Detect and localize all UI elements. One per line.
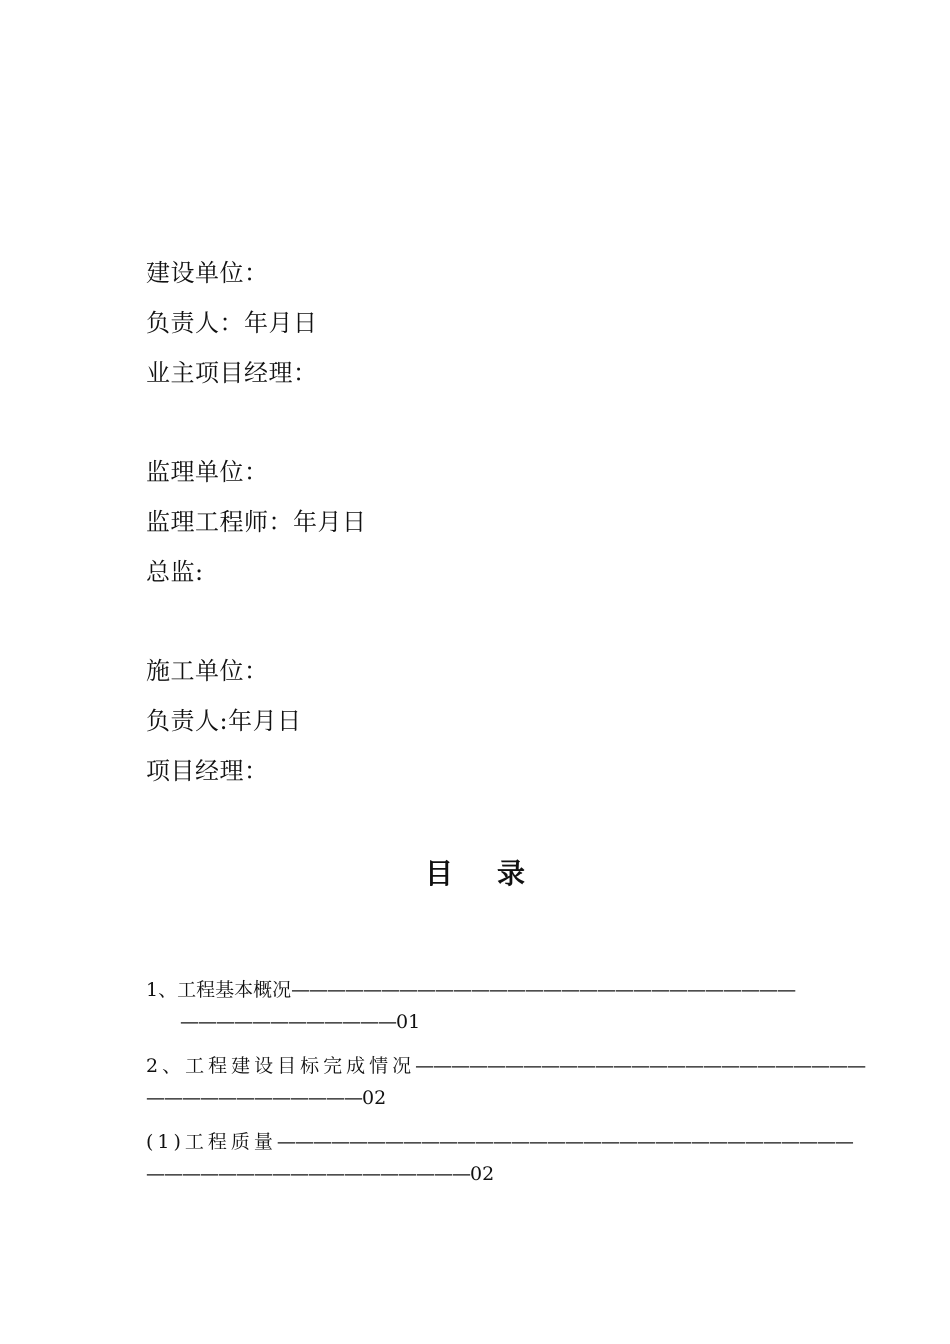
- toc-entry-line-1: [146, 1126, 853, 1158]
- toc-leader-dashes: ————————————: [146, 1087, 362, 1109]
- chief-supervisor-label: 总监:: [146, 558, 204, 586]
- toc-entry-line-1: [146, 1050, 866, 1082]
- construction-unit-label: 施工单位：: [146, 657, 269, 685]
- toc-leader-dashes: ————————————: [180, 1011, 396, 1033]
- toc-title: [0, 856, 950, 892]
- owner-project-manager-label: 业主项目经理：: [146, 359, 318, 387]
- toc-entry-2[interactable]: [146, 1050, 866, 1114]
- toc-leader-dashes: ————————————————————————————————: [276, 1131, 853, 1153]
- toc-entry-line-1: [146, 974, 808, 1006]
- supervision-unit-label: 监理单位：: [146, 458, 269, 486]
- toc-leader-dashes: —————————————————————————: [415, 1055, 866, 1077]
- owner-leader-label: 负责人：年月日: [146, 309, 318, 337]
- toc-page-number: 02: [362, 1087, 387, 1109]
- toc-entry-label: 2、工程建设目标完成情况: [146, 1055, 416, 1077]
- toc-page-number: 02: [470, 1163, 495, 1185]
- toc-title-right: 录: [497, 857, 526, 890]
- toc-leader-dashes: ————————————————————————————: [291, 979, 796, 1001]
- toc-entry-line-2: [146, 1158, 808, 1190]
- toc-entry-line-2: [146, 1082, 808, 1114]
- construction-project-manager-label: 项目经理：: [146, 757, 269, 785]
- construction-leader-label: 负责人:年月日: [146, 707, 302, 735]
- toc-entry-3[interactable]: [146, 1126, 853, 1190]
- toc-leader-dashes: ——————————————————: [146, 1163, 470, 1185]
- toc-entry-label: (1)工程质量: [146, 1131, 277, 1153]
- owner-unit-label: 建设单位：: [146, 259, 269, 287]
- toc-entry-1[interactable]: [146, 974, 808, 1038]
- toc-entry-line-2: [146, 1006, 808, 1038]
- toc-entry-label: 1、工程基本概况: [146, 979, 292, 1001]
- toc-page-number: 01: [396, 1011, 421, 1033]
- supervision-engineer-label: 监理工程师：年月日: [146, 508, 367, 536]
- toc-title-left: 目: [424, 857, 453, 890]
